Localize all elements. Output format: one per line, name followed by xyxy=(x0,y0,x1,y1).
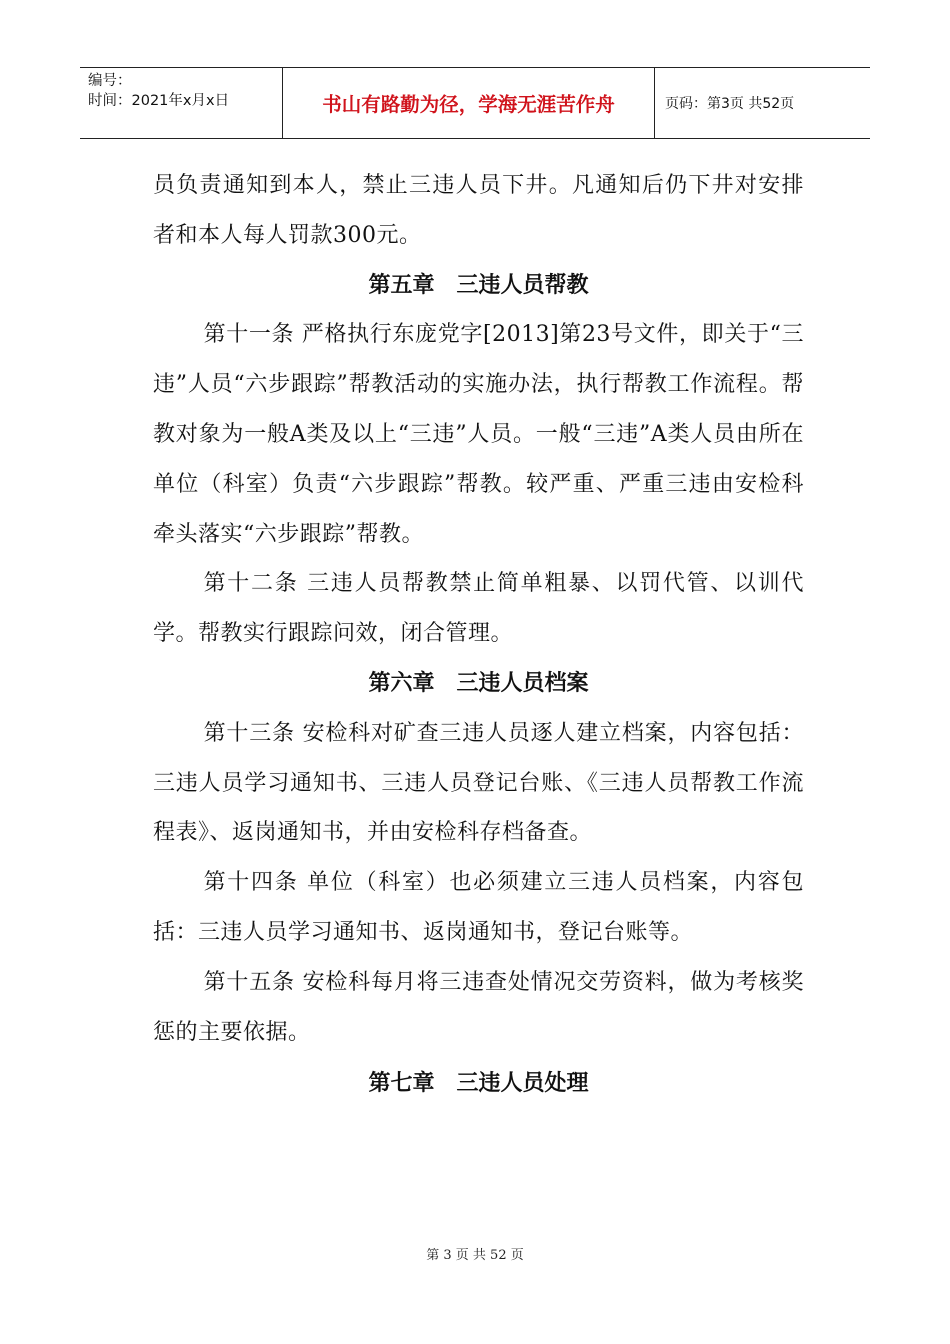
paragraph-continuation: 员负责通知到本人，禁止三违人员下井。凡通知后仍下井对安排者和本人每人罚款300元。 xyxy=(153,173,804,248)
chapter-7-title: 三违人员处理 xyxy=(456,1071,589,1097)
chapter-6-heading xyxy=(153,659,804,709)
article-15: 第十五条 安检科每月将三违查处情况交劳资料，做为考核奖惩的主要依据。 xyxy=(153,969,804,1045)
document-time: 时间：2021年x月x日 xyxy=(88,93,230,109)
document-number-label: 编号： xyxy=(88,73,132,89)
chapter-5-number: 第五章 xyxy=(368,272,435,298)
chapter-5-title: 三违人员帮教 xyxy=(456,272,589,298)
page-header xyxy=(80,67,870,139)
header-motto: 书山有路勤为径，学海无涯苦作舟 xyxy=(283,68,655,138)
chapter-7-number: 第七章 xyxy=(368,1071,435,1097)
article-12: 第十二条 三违人员帮教禁止简单粗暴、以罚代管、以训代学。帮教实行跟踪问效，闭合管理。 xyxy=(153,571,804,647)
chapter-5-heading xyxy=(153,261,804,311)
article-11: 第十一条 严格执行东庞党字[2013]第23号文件，即关于“三违”人员“六步跟踪”帮教活动的实施办法，执行帮教工作流程。帮教对象为一般A类及以上“三违”人员。一般“三违”A类人员由所在单位（科室）负责“六步跟踪”帮教。较严重、严重三违由安检科牵头落实“六步跟踪”帮教。 xyxy=(153,322,804,547)
article-13: 第十三条 安检科对矿查三违人员逐人建立档案，内容包括：三违人员学习通知书、三违人员登记台账、《三违人员帮教工作流程表》、返岗通知书，并由安检科存档备查。 xyxy=(153,720,804,846)
article-14: 第十四条 单位（科室）也必须建立三违人员档案，内容包括：三违人员学习通知书、返岗通知书，登记台账等。 xyxy=(153,870,804,945)
header-meta xyxy=(80,68,283,138)
document-body xyxy=(153,161,804,1109)
chapter-6-title: 三违人员档案 xyxy=(456,670,589,696)
header-page-info: 页码：第3页 共52页 xyxy=(665,96,795,112)
chapter-7-heading xyxy=(153,1059,804,1109)
chapter-6-number: 第六章 xyxy=(368,670,435,696)
page-footer: 第 3 页 共 52 页 xyxy=(426,1248,524,1263)
